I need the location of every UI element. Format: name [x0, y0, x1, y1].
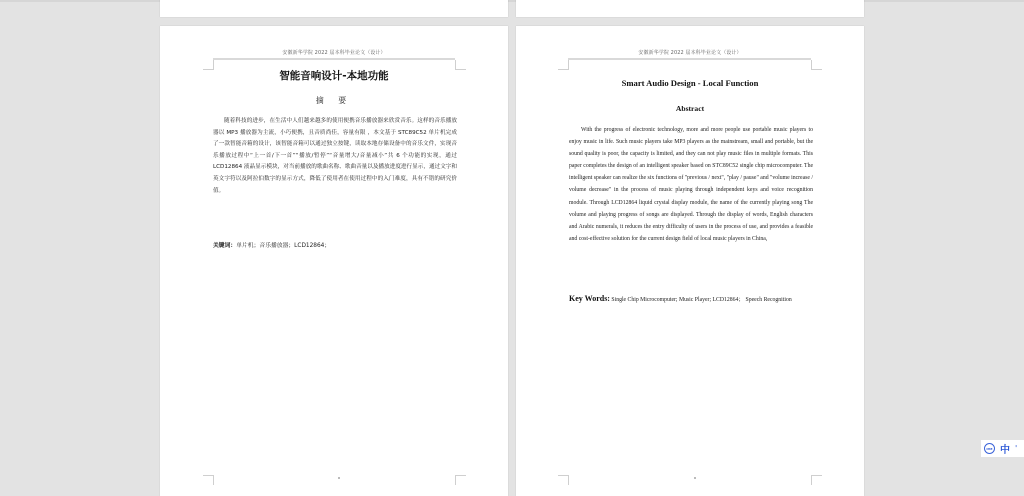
margin-corner-mark: [455, 475, 466, 485]
margin-corner-mark: [558, 475, 569, 485]
abstract-body-en: With the progress of electronic technology, more and more people use portable music players to enjoy music in life. Such music players take MP3 players as the mainstream, small and portable, but the sound quality is poor, the capacity is limited, and they can not play music files in multiple formats. This paper completes the design of an intelligent speaker based on STC89C52 single chip microcomputer. The intelligent speaker can realize the six functions of "previous / next", "play / pause" and "volume increase / volume decrease" in the process of music playing through independent keys and voice recognition module. Through LCD12864 liquid crystal display module, the name of the currently playing song The volume and playing progress of songs are displayed. Through the display of words, English characters and Arabic numerals, it reduces the entry difficulty of users in the process of use, and provides a feasible and cost-effective solution for the current design field of local music players in China,: [569, 127, 813, 242]
margin-corner-mark: [811, 475, 822, 485]
margin-corner-mark: [203, 475, 214, 485]
keywords-values: 单片机；音乐播放器；LCD12864；: [236, 243, 331, 249]
page-english-abstract: [516, 26, 864, 496]
previous-page-left: [160, 0, 508, 17]
keywords-values: Single Chip Microcomputer; Music Player; LCD12864； Speech Recognition: [611, 297, 792, 303]
ime-logo-icon[interactable]: IME: [984, 443, 995, 454]
thesis-title-en: Smart Audio Design - Local Function: [621, 78, 759, 88]
keywords-cn: [213, 240, 457, 249]
thesis-title-cn: 智能音响设计-本地功能: [279, 70, 389, 82]
margin-corner-mark: [558, 60, 569, 70]
keywords-en: [569, 292, 813, 307]
top-shade: [0, 0, 1024, 2]
keywords-label: Key Words:: [569, 294, 610, 303]
page-number-mark: [694, 477, 696, 479]
abstract-heading-en: Abstract: [675, 104, 705, 113]
page-header-text: 安徽新华学院 2022 届本科毕业论文（设计）: [638, 50, 742, 56]
margin-corner-mark: [811, 60, 822, 70]
header-rule: [568, 58, 811, 60]
abstract-heading-cn: 摘 要: [315, 96, 353, 105]
keywords-label: 关键词：: [213, 243, 237, 249]
page-number-mark: [338, 477, 340, 479]
abstract-body-cn: 随着科技的进步，在生活中人们越来越多的使用便携音乐播放器来欣赏音乐。这样的音乐播放器以 MP3 播放器为主流，小巧便携，且音质尚佳，容量有限 ，本文基于 STC89C52 单片机完成了一款智能音箱的设计，该智能音箱可以通过独立按键，读取本地存储设备中的音乐文件，实现音乐播放过程中“上一首/下一首”“播放/暂停”“音量增大/音量减小”共 6 个功能的实现，通过 LCD12864 液晶显示模块，对当前播放的歌曲名称、歌曲音量以及播放进度进行显示，通过文字和英文字符以及阿拉伯数字的显示方式，降低了使用者在使用过程中的入门难度，具有不错的研究价值。: [213, 118, 457, 194]
previous-page-right: [516, 0, 864, 17]
page-header-text: 安徽新华学院 2022 届本科毕业论文（设计）: [282, 50, 386, 56]
header-rule: [213, 58, 455, 60]
ime-indicator[interactable]: [981, 440, 1024, 457]
ime-punctuation-toggle[interactable]: ': [1015, 444, 1018, 453]
page-chinese-abstract: [160, 26, 508, 496]
ime-language-toggle[interactable]: 中: [1000, 445, 1010, 456]
